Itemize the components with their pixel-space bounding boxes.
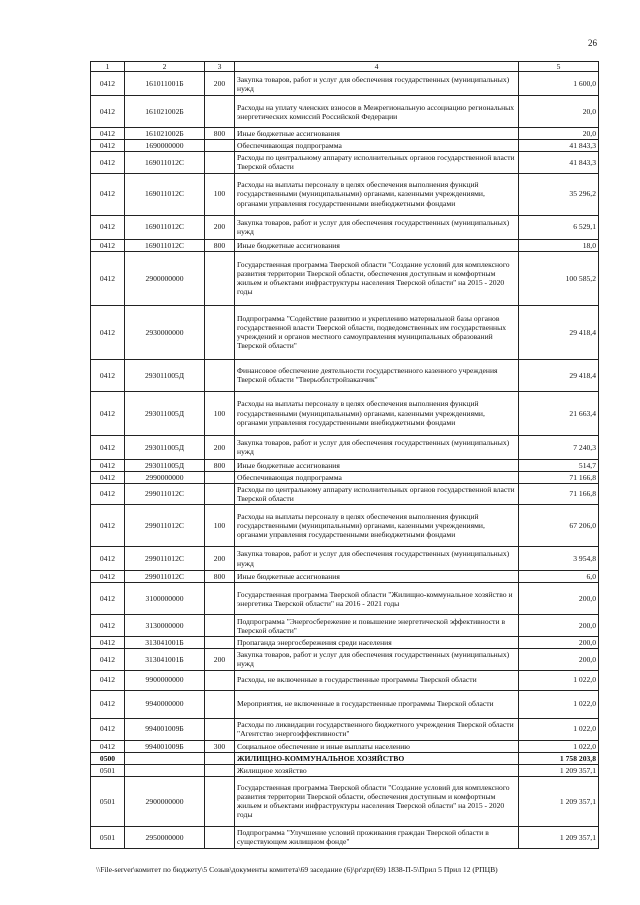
expense-type-code [205, 615, 235, 637]
section-code: 0412 [91, 670, 125, 690]
amount: 1 209 357,1 [519, 776, 599, 826]
item-name: Государственная программа Тверской области "Создание условий для комплексного развития территории Тверской области, обеспечения доступным и комфортным жильем и объектами инфраструктуры населения Тверской области" на 2015 - 2020 годы [235, 776, 519, 826]
amount: 1 022,0 [519, 740, 599, 752]
target-article-code: 1690000000 [125, 140, 205, 152]
item-name: Подпрограмма "Содействие развитию и укреплению материальной базы органов государственной власти Тверской области, подведомственных им государственных учреждений и органов местного самоуправления муниципальных образований Тверской области" [235, 305, 519, 359]
item-name: Иные бюджетные ассигнования [235, 239, 519, 251]
section-code: 0412 [91, 505, 125, 547]
expense-type-code: 800 [205, 128, 235, 140]
table-row [91, 483, 599, 504]
target-article-code: 313041001Б [125, 649, 205, 670]
table-row [91, 391, 599, 435]
table-row [91, 826, 599, 848]
item-name: Мероприятия, не включенные в государственные программы Тверской области [235, 690, 519, 718]
table-row [91, 72, 599, 96]
target-article-code [125, 752, 205, 764]
item-name: Иные бюджетные ассигнования [235, 128, 519, 140]
section-code: 0412 [91, 128, 125, 140]
item-name: Финансовое обеспечение деятельности государственного казенного учреждения Тверской области "Тверьоблстройзаказчик" [235, 359, 519, 391]
target-article-code: 293011005Д [125, 359, 205, 391]
table-row [91, 670, 599, 690]
table-row [91, 615, 599, 637]
target-article-code [125, 764, 205, 776]
item-name: Обеспечивающая подпрограмма [235, 471, 519, 483]
expense-type-code [205, 483, 235, 504]
amount: 100 585,2 [519, 251, 599, 305]
expense-type-code: 200 [205, 435, 235, 459]
header-col-2: 2 [125, 62, 205, 72]
expense-type-code [205, 152, 235, 173]
item-name: Расходы на выплаты персоналу в целях обеспечения выполнения функций государственными (муниципальными) органами, казенными учреждениями, органами управления государственными внебюджетными фондами [235, 505, 519, 547]
file-path-footer: \\File-server\комитет по бюджету\5 Созыв\документы комитета\69 заседание (6)\pr\zpr(69) 1838-П-5\Прил 5 Прил 12 (РПЦВ) [96, 865, 498, 874]
section-code: 0412 [91, 140, 125, 152]
expense-type-code: 200 [205, 547, 235, 571]
expense-type-code [205, 583, 235, 615]
table-row [91, 96, 599, 128]
amount: 20,0 [519, 96, 599, 128]
item-name: ЖИЛИЩНО-КОММУНАЛЬНОЕ ХОЗЯЙСТВО [235, 752, 519, 764]
item-name: Расходы на выплаты персоналу в целях обеспечения выполнения функций государственными (муниципальными) органами, казенными учреждениями, органами управления государственными внебюджетными фондами [235, 173, 519, 215]
section-code: 0412 [91, 637, 125, 649]
expense-type-code: 200 [205, 72, 235, 96]
expense-type-code [205, 471, 235, 483]
amount: 71 166,8 [519, 483, 599, 504]
item-name: Закупка товаров, работ и услуг для обеспечения государственных (муниципальных) нужд [235, 215, 519, 239]
section-code: 0412 [91, 72, 125, 96]
target-article-code: 9900000000 [125, 670, 205, 690]
item-name: Иные бюджетные ассигнования [235, 571, 519, 583]
expense-type-code [205, 305, 235, 359]
item-name: Расходы на уплату членских взносов в Межрегиональную ассоциацию региональных энергетических комиссий Российской Федерации [235, 96, 519, 128]
amount: 200,0 [519, 649, 599, 670]
target-article-code: 9940000000 [125, 690, 205, 718]
amount: 29 418,4 [519, 359, 599, 391]
amount: 200,0 [519, 615, 599, 637]
section-code: 0412 [91, 690, 125, 718]
amount: 41 843,3 [519, 140, 599, 152]
table-row [91, 471, 599, 483]
target-article-code: 161011001Б [125, 72, 205, 96]
target-article-code: 169011012С [125, 173, 205, 215]
amount: 35 296,2 [519, 173, 599, 215]
amount: 20,0 [519, 128, 599, 140]
table-row [91, 718, 599, 740]
amount: 6 529,1 [519, 215, 599, 239]
section-code: 0412 [91, 571, 125, 583]
table-row [91, 764, 599, 776]
amount: 21 663,4 [519, 391, 599, 435]
target-article-code: 169011012С [125, 239, 205, 251]
amount: 1 758 203,8 [519, 752, 599, 764]
target-article-code: 299011012С [125, 505, 205, 547]
header-col-3: 3 [205, 62, 235, 72]
target-article-code: 299011012С [125, 483, 205, 504]
section-code: 0500 [91, 752, 125, 764]
amount: 1 022,0 [519, 718, 599, 740]
expense-type-code: 300 [205, 740, 235, 752]
section-code: 0412 [91, 718, 125, 740]
table-row [91, 459, 599, 471]
target-article-code: 161021002Б [125, 96, 205, 128]
target-article-code: 3100000000 [125, 583, 205, 615]
table-row [91, 583, 599, 615]
item-name: Расходы на выплаты персоналу в целях обеспечения выполнения функций государственными (муниципальными) органами, казенными учреждениями, органами управления государственными внебюджетными фондами [235, 391, 519, 435]
header-col-4: 4 [235, 62, 519, 72]
page-number: 26 [588, 38, 597, 48]
target-article-code: 293011005Д [125, 459, 205, 471]
table-row [91, 690, 599, 718]
table-row [91, 505, 599, 547]
amount: 200,0 [519, 583, 599, 615]
amount: 67 206,0 [519, 505, 599, 547]
section-code: 0412 [91, 483, 125, 504]
expense-type-code: 100 [205, 505, 235, 547]
expense-type-code [205, 670, 235, 690]
target-article-code: 293011005Д [125, 391, 205, 435]
table-row [91, 359, 599, 391]
expense-type-code [205, 776, 235, 826]
table-row [91, 649, 599, 670]
table-row [91, 140, 599, 152]
section-code: 0412 [91, 305, 125, 359]
section-code: 0412 [91, 359, 125, 391]
item-name: Государственная программа Тверской области "Жилищно-коммунальное хозяйство и энергетика Тверской области" на 2016 - 2021 годы [235, 583, 519, 615]
amount: 18,0 [519, 239, 599, 251]
amount: 3 954,8 [519, 547, 599, 571]
item-name: Закупка товаров, работ и услуг для обеспечения государственных (муниципальных) нужд [235, 72, 519, 96]
table-row [91, 152, 599, 173]
amount: 1 209 357,1 [519, 764, 599, 776]
amount: 1 022,0 [519, 670, 599, 690]
item-name: Обеспечивающая подпрограмма [235, 140, 519, 152]
target-article-code: 2900000000 [125, 776, 205, 826]
expense-type-code: 800 [205, 571, 235, 583]
section-code: 0501 [91, 764, 125, 776]
target-article-code: 313041001Б [125, 637, 205, 649]
item-name: Расходы по центральному аппарату исполнительных органов государственной власти Тверской области [235, 152, 519, 173]
expense-type-code [205, 359, 235, 391]
table-row [91, 637, 599, 649]
table-header-row [91, 62, 599, 72]
table-row [91, 571, 599, 583]
table-row [91, 776, 599, 826]
table-row [91, 128, 599, 140]
target-article-code: 994001009Б [125, 740, 205, 752]
amount: 1 209 357,1 [519, 826, 599, 848]
table-row [91, 251, 599, 305]
table-row [91, 547, 599, 571]
section-code: 0412 [91, 740, 125, 752]
item-name: Расходы, не включенные в государственные программы Тверской области [235, 670, 519, 690]
table-row [91, 752, 599, 764]
expense-type-code [205, 764, 235, 776]
table-row [91, 740, 599, 752]
target-article-code: 299011012С [125, 571, 205, 583]
table-row [91, 305, 599, 359]
section-code: 0412 [91, 391, 125, 435]
item-name: Социальное обеспечение и иные выплаты населению [235, 740, 519, 752]
section-code: 0412 [91, 547, 125, 571]
target-article-code: 2900000000 [125, 251, 205, 305]
target-article-code: 2950000000 [125, 826, 205, 848]
expense-type-code [205, 637, 235, 649]
target-article-code: 161021002Б [125, 128, 205, 140]
section-code: 0412 [91, 435, 125, 459]
section-code: 0412 [91, 173, 125, 215]
target-article-code: 299011012С [125, 547, 205, 571]
amount: 71 166,8 [519, 471, 599, 483]
item-name: Расходы по центральному аппарату исполнительных органов государственной власти Тверской области [235, 483, 519, 504]
section-code: 0412 [91, 239, 125, 251]
amount: 6,0 [519, 571, 599, 583]
amount: 200,0 [519, 637, 599, 649]
table-row [91, 173, 599, 215]
expense-type-code [205, 718, 235, 740]
expense-type-code [205, 96, 235, 128]
table-row [91, 435, 599, 459]
expense-type-code: 800 [205, 239, 235, 251]
section-code: 0412 [91, 459, 125, 471]
section-code: 0412 [91, 215, 125, 239]
amount: 41 843,3 [519, 152, 599, 173]
header-col-1: 1 [91, 62, 125, 72]
section-code: 0412 [91, 583, 125, 615]
target-article-code: 293011005Д [125, 435, 205, 459]
item-name: Подпрограмма "Энергосбережение и повышение энергетической эффективности в Тверской области" [235, 615, 519, 637]
table-body [91, 72, 599, 849]
expense-type-code: 100 [205, 391, 235, 435]
target-article-code: 994001009Б [125, 718, 205, 740]
amount: 29 418,4 [519, 305, 599, 359]
section-code: 0412 [91, 615, 125, 637]
expense-type-code [205, 140, 235, 152]
target-article-code: 2990000000 [125, 471, 205, 483]
item-name: Жилищное хозяйство [235, 764, 519, 776]
amount: 1 600,0 [519, 72, 599, 96]
item-name: Закупка товаров, работ и услуг для обеспечения государственных (муниципальных) нужд [235, 547, 519, 571]
section-code: 0412 [91, 649, 125, 670]
section-code: 0501 [91, 826, 125, 848]
target-article-code: 169011012С [125, 215, 205, 239]
item-name: Закупка товаров, работ и услуг для обеспечения государственных (муниципальных) нужд [235, 435, 519, 459]
header-col-5: 5 [519, 62, 599, 72]
section-code: 0412 [91, 251, 125, 305]
expense-type-code: 800 [205, 459, 235, 471]
section-code: 0412 [91, 152, 125, 173]
target-article-code: 2930000000 [125, 305, 205, 359]
section-code: 0412 [91, 96, 125, 128]
amount: 514,7 [519, 459, 599, 471]
item-name: Подпрограмма "Улучшение условий проживания граждан Тверской области в существующем жилищном фонде" [235, 826, 519, 848]
amount: 7 240,3 [519, 435, 599, 459]
item-name: Пропаганда энергосбережения среди населения [235, 637, 519, 649]
expense-type-code [205, 251, 235, 305]
table-row [91, 215, 599, 239]
section-code: 0412 [91, 471, 125, 483]
expense-type-code [205, 752, 235, 764]
item-name: Иные бюджетные ассигнования [235, 459, 519, 471]
expense-type-code: 100 [205, 173, 235, 215]
amount: 1 022,0 [519, 690, 599, 718]
target-article-code: 169011012С [125, 152, 205, 173]
table-row [91, 239, 599, 251]
section-code: 0501 [91, 776, 125, 826]
item-name: Государственная программа Тверской области "Создание условий для комплексного развития территории Тверской области, обеспечения доступным и комфортным жильем и объектами инфраструктуры населения Тверской области" на 2015 - 2020 годы [235, 251, 519, 305]
target-article-code: 3130000000 [125, 615, 205, 637]
item-name: Закупка товаров, работ и услуг для обеспечения государственных (муниципальных) нужд [235, 649, 519, 670]
expense-type-code: 200 [205, 215, 235, 239]
expense-type-code [205, 826, 235, 848]
expense-type-code: 200 [205, 649, 235, 670]
budget-table [90, 61, 599, 849]
item-name: Расходы по ликвидации государственного бюджетного учреждения Тверской области "Агентство энергоэффективности" [235, 718, 519, 740]
expense-type-code [205, 690, 235, 718]
